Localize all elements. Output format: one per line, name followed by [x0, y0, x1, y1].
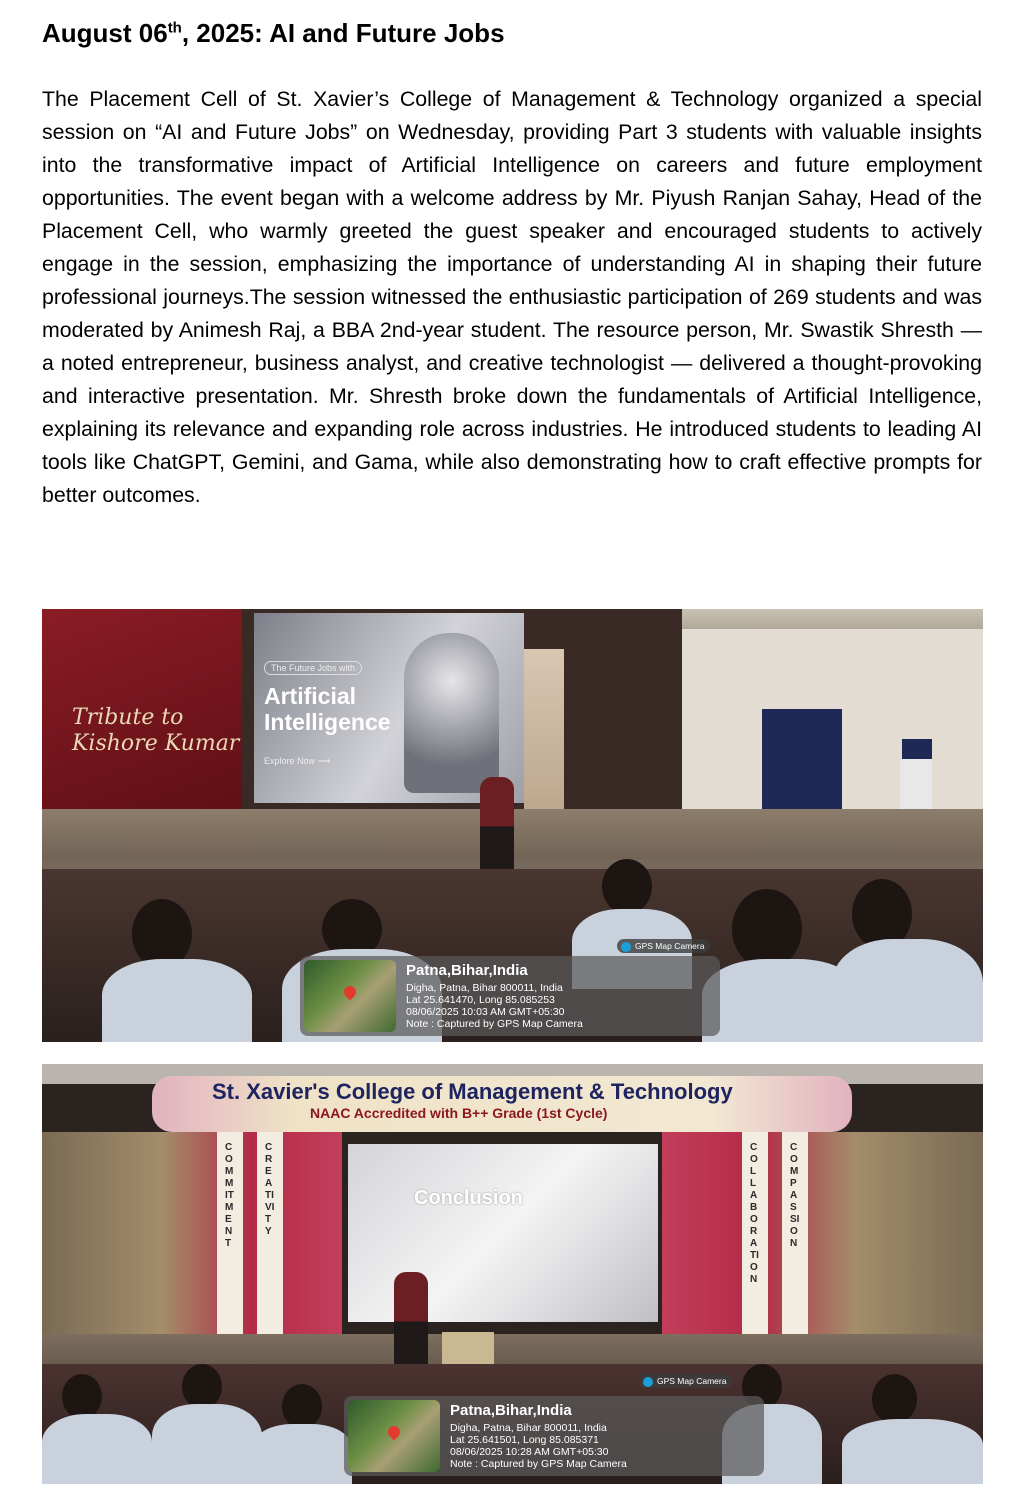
gps-overlay: [300, 956, 720, 1036]
slide-title-line-1: Artificial: [264, 683, 357, 709]
gps-address: Digha, Patna, Bihar 800011, India: [450, 1422, 607, 1434]
banner-subtitle: NAAC Accredited with B++ Grade (1st Cycle): [310, 1105, 608, 1121]
student-head: [62, 1374, 102, 1419]
event-photo-2: [42, 1064, 983, 1484]
gps-city: Patna,Bihar,India: [450, 1402, 572, 1419]
side-banner: [524, 649, 564, 829]
map-pin-icon: [342, 984, 359, 1001]
student-head: [732, 889, 802, 969]
student-shirt: [152, 1404, 262, 1484]
value-pillar: [257, 1132, 283, 1352]
pillar-text: COLLABORATION: [750, 1142, 759, 1285]
banner-title: St. Xavier's College of Management & Technology: [212, 1079, 733, 1104]
student-head: [872, 1374, 917, 1424]
student-shirt: [832, 939, 983, 1042]
gps-note: Note : Captured by GPS Map Camera: [450, 1458, 627, 1470]
tribute-wall-text: [72, 705, 239, 757]
map-pin-icon: [386, 1424, 403, 1441]
student-head: [182, 1364, 222, 1409]
value-pillar: [782, 1132, 808, 1352]
title-ordinal: th: [167, 19, 182, 37]
value-pillar: [217, 1132, 243, 1352]
hall-right-wall: [662, 1132, 983, 1342]
value-pillar: [742, 1132, 768, 1352]
gps-city: Patna,Bihar,India: [406, 962, 528, 979]
pillar-text: COMMITMENT: [225, 1142, 234, 1249]
student-shirt: [42, 1414, 152, 1484]
stage-left-wall: [42, 609, 257, 809]
gps-datetime: 08/06/2025 10:28 AM GMT+05:30: [450, 1446, 609, 1458]
tribute-line-1: Tribute to: [72, 705, 184, 730]
gps-overlay: [344, 1396, 764, 1476]
hall-left-wall: [42, 1132, 342, 1342]
gps-datetime: 08/06/2025 10:03 AM GMT+05:30: [406, 1006, 565, 1018]
title-text: , 2025: AI and Future Jobs: [181, 18, 505, 48]
gps-map-thumbnail: [304, 960, 396, 1032]
robot-image: [404, 633, 499, 793]
student-shirt: [102, 959, 252, 1042]
projector-screen: [254, 613, 524, 803]
student-head: [602, 859, 652, 914]
gps-address: Digha, Patna, Bihar 800011, India: [406, 982, 563, 994]
page-title: [42, 16, 505, 50]
gps-camera-badge: GPS Map Camera: [617, 939, 710, 953]
event-photo-1: [42, 609, 983, 1042]
student-shirt: [842, 1419, 983, 1484]
title-date: August 06: [42, 18, 168, 48]
gps-coordinates: Lat 25.641501, Long 85.085371: [450, 1434, 599, 1446]
pillar-text: CREATIVITY: [265, 1142, 275, 1237]
article-body: The Placement Cell of St. Xavier’s College of Management & Technology organized a special session on “AI and Future Jobs” on Wednesday, providing Part 3 students with valuable insights into the transformative impact of Artificial Intelligence on careers and future employment opportunities. The event began with a welcome address by Mr. Piyush Ranjan Sahay, Head of the Placement Cell, who warmly greeted the guest speaker and encouraged students to actively engage in the session, emphasizing the importance of understanding AI in shaping their future professional journeys.The session witnessed the enthusiastic participation of 269 students and was moderated by Animesh Raj, a BBA 2nd-year student. The resource person, Mr. Swastik Shresth — a noted entrepreneur, business analyst, and creative technologist — delivered a thought-provoking and interactive presentation. Mr. Shresth broke down the fundamentals of Artificial Intelligence, explaining its relevance and expanding role across industries. He introduced students to leading AI tools like ChatGPT, Gemini, and Gama, while also demonstrating how to craft effective prompts for better outcomes.: [42, 87, 982, 507]
gps-coordinates: Lat 25.641470, Long 85.085253: [406, 994, 555, 1006]
gps-note: Note : Captured by GPS Map Camera: [406, 1018, 583, 1030]
slide-title: Conclusion: [414, 1187, 523, 1209]
pillar-text: COMPASSION: [790, 1142, 800, 1249]
tribute-line-2: Kishore Kumar: [72, 731, 240, 756]
student-head: [282, 1384, 322, 1429]
slide-subtitle: The Future Jobs with: [264, 661, 362, 675]
gps-camera-badge: GPS Map Camera: [639, 1374, 732, 1388]
student-shirt: [252, 1424, 352, 1484]
gps-map-thumbnail: [348, 1400, 440, 1472]
slide-title-line-2: Intelligence: [264, 709, 391, 735]
slide-explore-button: Explore Now ⟶: [264, 756, 331, 766]
